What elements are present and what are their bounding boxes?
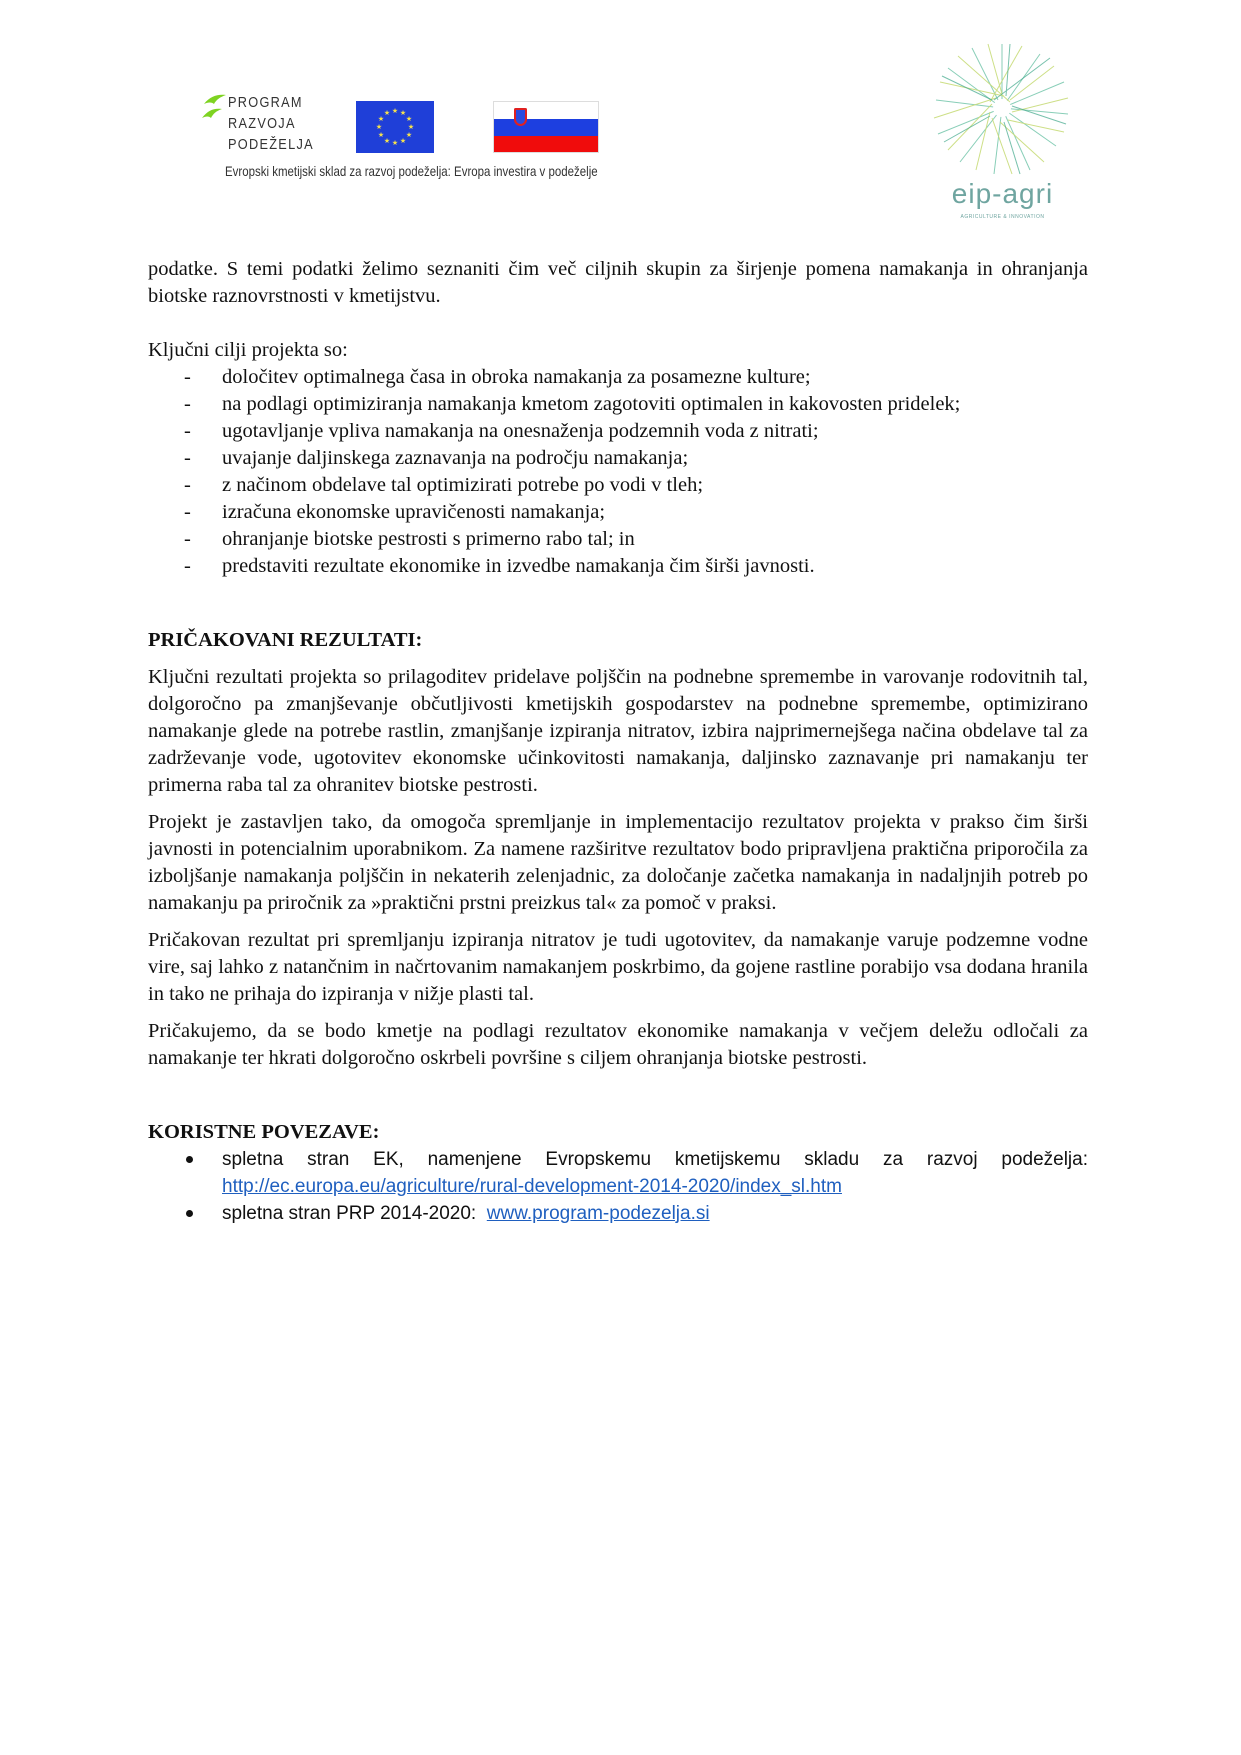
goals-list xyxy=(148,364,1088,580)
eu-flag-icon xyxy=(356,101,434,153)
bullet-icon xyxy=(186,1156,193,1163)
bullet-icon xyxy=(186,1210,193,1217)
svg-text:★: ★ xyxy=(399,137,407,145)
svg-text:★: ★ xyxy=(377,115,385,123)
svg-text:★: ★ xyxy=(407,123,415,131)
links-list xyxy=(148,1146,1088,1227)
links-heading: KORISTNE POVEZAVE: xyxy=(148,1121,380,1143)
svg-text:★: ★ xyxy=(377,131,385,139)
ec-europa-link[interactable]: http://ec.europa.eu/agriculture/rural-development-2014-2020/index_sl.htm xyxy=(222,1176,842,1197)
svg-text:★: ★ xyxy=(399,109,407,117)
list-item: - izračuna ekonomske upravičenosti namakanja; xyxy=(184,501,606,523)
list-item: - ugotavljanje vpliva namakanja na onesnaženja podzemnih voda z nitrati; xyxy=(184,420,819,442)
list-item: spletna stran EK, namenjene Evropskemu kmetijskemu skladu za razvoj podeželja: http://ec.europa.eu/agriculture/rural-development-2014-2020/index_sl.htm xyxy=(148,1146,1088,1200)
eip-agri-wordmark: eip-agri xyxy=(951,178,1054,209)
results-paragraph-1: Ključni rezultati projekta so prilagoditev pridelave poljščin na podnebne spremembe in varovanje rodovitnih tal, dolgoročno pa zmanjševanje občutljivosti kmetijskih gospodarstev na podnebne spremembe, optimizirano namakanje glede na potrebe rastlin, zmanjšanje izpiranja nitratov, izbira najprimernejšega načina obdelave tal za zadrževanje vode, ugotovitev ekonomske učinkovitosti namakanja, daljinsko zaznavanje pri namakanju ter primerna raba tal za ohranitev biotske pestrosti. xyxy=(148,666,1088,796)
eip-agri-subtitle: AGRICULTURE & INNOVATION xyxy=(960,214,1045,220)
slovenia-flag-icon xyxy=(493,101,599,153)
svg-text:★: ★ xyxy=(375,123,383,131)
list-item: - ohranjanje biotske pestrosti s primerno rabo tal; in xyxy=(184,528,635,550)
svg-text:★: ★ xyxy=(405,115,413,123)
prp-line-1: PROGRAM xyxy=(228,94,303,111)
svg-text:★: ★ xyxy=(405,131,413,139)
results-paragraph-4: Pričakujemo, da se bodo kmetje na podlagi rezultatov ekonomike namakanja v večjem deležu odločali za namakanje ter hkrati dolgoročno oskrbeli površine s ciljem ohranjanja biotske pestrosti. xyxy=(148,1020,1088,1069)
list-item: - z načinom obdelave tal optimizirati potrebe po vodi v tleh; xyxy=(184,474,704,496)
program-podezelja-link[interactable]: www.program-podezelja.si xyxy=(486,1203,710,1224)
svg-text:★: ★ xyxy=(383,109,391,117)
document-body xyxy=(148,256,1088,1227)
swallows-icon xyxy=(202,92,228,122)
results-paragraph-3: Pričakovan rezultat pri spremljanju izpiranja nitratov je tudi ugotovitev, da namakanje varuje podzemne vodne vire, saj lahko z natančnim in načrtovanim namakanjem poskrbimo, da gojene rastline porabijo vsa dodana hranila in tako ne prihaja do izpiranja v nižje plasti tal. xyxy=(148,929,1088,1005)
svg-text:★: ★ xyxy=(391,107,399,115)
prp-line-3: PODEŽELJA xyxy=(228,136,314,153)
svg-text:★: ★ xyxy=(383,137,391,145)
list-item: spletna stran PRP 2014-2020: www.program-podezelja.si xyxy=(148,1200,1088,1227)
svg-text:★: ★ xyxy=(391,139,399,147)
prp-logo xyxy=(202,90,312,156)
intro-paragraph: podatke. S temi podatki želimo seznaniti čim več ciljnih skupin za širjenje pomena namakanja in ohranjanja biotske raznovrstnosti v kmetijstvu. xyxy=(148,258,1088,307)
prp-line-2: RAZVOJA xyxy=(228,115,296,132)
results-paragraph-2: Projekt je zastavljen tako, da omogoča spremljanje in implementacijo rezultatov projekta v prakso čim širši javnosti in potencialnim uporabnikom. Za namene razširitve rezultatov bodo pripravljena praktična priporočila za izboljšanje namakanja poljščin in nekaterih zelenjadnic, za določanje začetka namakanja in nadaljnjih potreb po namakanju pa priročnik za »praktični prstni preizkus tal« za pomoč v praksi. xyxy=(148,811,1088,914)
eip-agri-burst-icon xyxy=(930,42,1075,177)
results-heading: PRIČAKOVANI REZULTATI: xyxy=(148,629,423,651)
list-item: - predstaviti rezultate ekonomike in izvedbe namakanja čim širši javnosti. xyxy=(184,555,815,577)
goals-title: Ključni cilji projekta so: xyxy=(148,339,348,361)
list-item: - določitev optimalnega časa in obroka namakanja za posamezne kulture; xyxy=(184,366,811,388)
list-item: - na podlagi optimiziranja namakanja kmetom zagotoviti optimalen in kakovosten pridelek; xyxy=(184,393,961,415)
eip-agri-logo xyxy=(930,42,1075,227)
coat-of-arms-icon xyxy=(514,108,527,126)
list-item: - uvajanje daljinskega zaznavanja na področju namakanja; xyxy=(184,447,689,469)
eafrd-tagline: Evropski kmetijski sklad za razvoj podeželja: Evropa investira v podeželje xyxy=(225,163,598,179)
